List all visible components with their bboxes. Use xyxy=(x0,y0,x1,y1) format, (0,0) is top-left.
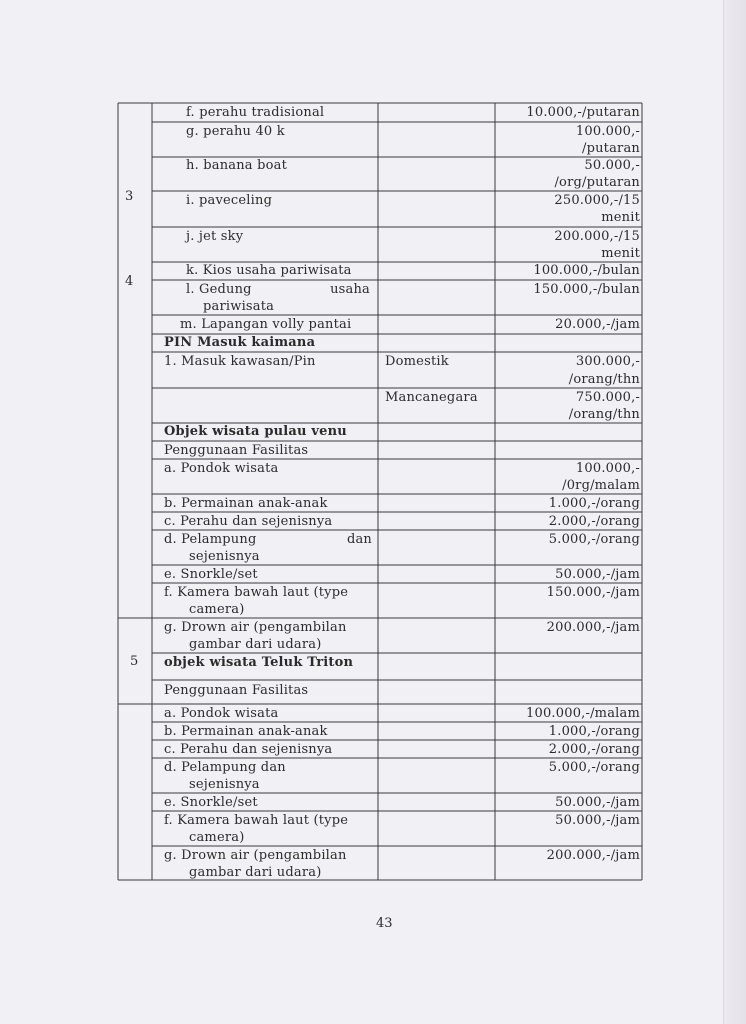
item-label-cont: pariwisata xyxy=(203,299,275,314)
price: 200.000,-/15 xyxy=(554,229,640,244)
price: /org/putaran xyxy=(554,175,640,190)
item-label: b. Permainan anak-anak xyxy=(164,496,328,511)
row-number: 3 xyxy=(125,189,134,204)
price: 5.000,-/orang xyxy=(548,760,640,775)
price: 5.000,-/orang xyxy=(548,532,640,547)
price: 200.000,-/jam xyxy=(546,848,640,863)
row-number: 4 xyxy=(125,274,134,289)
item-label-cont: camera) xyxy=(189,602,245,617)
row-number: 5 xyxy=(130,654,139,669)
item-label: c. Perahu dan sejenisnya xyxy=(164,514,333,529)
item-label xyxy=(164,531,372,548)
item-label: e. Snorkle/set xyxy=(164,567,258,582)
item-label xyxy=(186,281,370,298)
price: /orang/thn xyxy=(568,407,640,422)
item-label: f. Kamera bawah laut (type xyxy=(164,585,349,600)
item-label: a. Pondok wisata xyxy=(164,461,279,476)
page-number: 43 xyxy=(376,916,393,931)
sub-header: Penggunaan Fasilitas xyxy=(164,683,309,698)
price: 100.000,- xyxy=(575,124,640,139)
price: 2.000,-/orang xyxy=(548,742,640,757)
item-label: a. Pondok wisata xyxy=(164,706,279,721)
item-label: g. perahu 40 k xyxy=(186,124,285,139)
price: 250.000,-/15 xyxy=(554,193,640,208)
item-label: k. Kios usaha pariwisata xyxy=(186,263,352,278)
price: 10.000,-/putaran xyxy=(526,105,640,120)
price: 20.000,-/jam xyxy=(555,317,640,332)
category: Domestik xyxy=(385,354,449,369)
item-label-cont: gambar dari udara) xyxy=(189,865,322,880)
price: /orang/thn xyxy=(568,372,640,387)
price: 300.000,- xyxy=(575,354,640,369)
item-label: e. Snorkle/set xyxy=(164,795,258,810)
item-label: 1. Masuk kawasan/Pin xyxy=(164,354,316,369)
category: Mancanegara xyxy=(385,390,478,405)
section-header: Objek wisata pulau venu xyxy=(164,424,347,439)
item-label: i. paveceling xyxy=(186,193,273,208)
price: 50.000,-/jam xyxy=(555,795,640,810)
price: 100.000,-/bulan xyxy=(533,263,640,278)
price: 100.000,-/malam xyxy=(526,706,640,721)
item-label-part: dan xyxy=(346,532,372,547)
item-label: m. Lapangan volly pantai xyxy=(180,317,352,332)
item-label-cont: gambar dari udara) xyxy=(189,637,322,652)
item-label-cont: sejenisnya xyxy=(189,549,260,564)
price: 2.000,-/orang xyxy=(548,514,640,529)
item-label: f. perahu tradisional xyxy=(186,105,325,120)
item-label: j. jet sky xyxy=(186,229,244,244)
price: 150.000,-/jam xyxy=(546,585,640,600)
price: 50.000,- xyxy=(584,158,640,173)
price: /0rg/malam xyxy=(562,478,640,493)
item-label-part: usaha xyxy=(330,282,370,297)
price: 50.000,-/jam xyxy=(555,567,640,582)
price: 50.000,-/jam xyxy=(555,813,640,828)
item-label: b. Permainan anak-anak xyxy=(164,724,328,739)
item-label-cont: sejenisnya xyxy=(189,777,260,792)
price: /putaran xyxy=(582,141,640,156)
price: menit xyxy=(601,210,640,225)
price: 1.000,-/orang xyxy=(548,496,640,511)
item-label-part: l. Gedung xyxy=(186,282,252,297)
price: 750.000,- xyxy=(575,390,640,405)
price: menit xyxy=(601,246,640,261)
item-label: g. Drown air (pengambilan xyxy=(164,620,347,635)
item-label: d. Pelampung dan xyxy=(164,760,286,775)
section-header: PIN Masuk kaimana xyxy=(164,335,316,350)
price: 150.000,-/bulan xyxy=(533,282,640,297)
price: 1.000,-/orang xyxy=(548,724,640,739)
section-header: objek wisata Teluk Triton xyxy=(164,655,354,670)
item-label: h. banana boat xyxy=(186,158,288,173)
item-label-cont: camera) xyxy=(189,830,245,845)
item-label: f. Kamera bawah laut (type xyxy=(164,813,349,828)
sub-header: Penggunaan Fasilitas xyxy=(164,443,309,458)
price: 100.000,- xyxy=(575,461,640,476)
item-label: g. Drown air (pengambilan xyxy=(164,848,347,863)
item-label: c. Perahu dan sejenisnya xyxy=(164,742,333,757)
item-label-part: d. Pelampung xyxy=(164,532,257,547)
price: 200.000,-/jam xyxy=(546,620,640,635)
